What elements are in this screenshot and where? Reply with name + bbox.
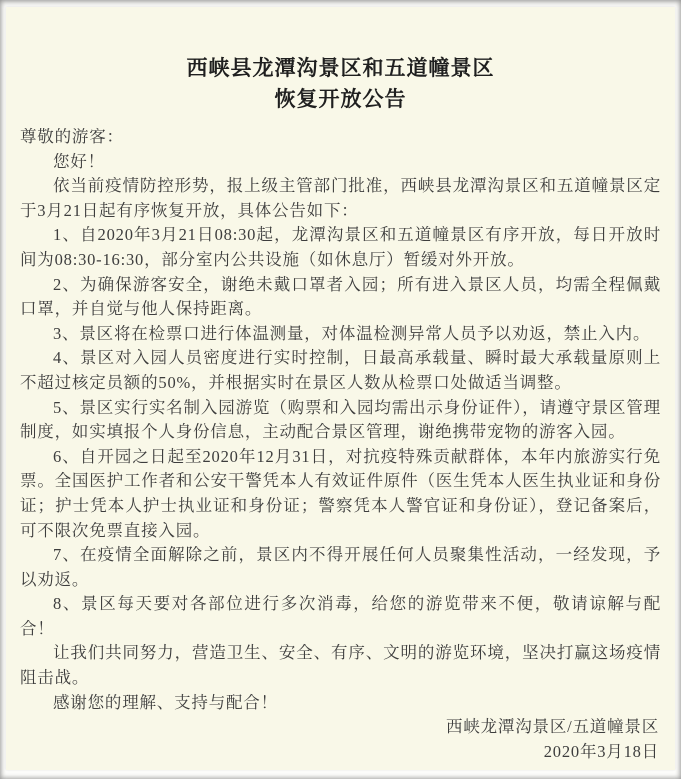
notice-paragraph-greeting: 您好！ <box>53 151 105 171</box>
notice-title-line2: 恢复开放公告 <box>274 88 407 111</box>
notice-page <box>6 7 675 770</box>
notice-body <box>20 125 661 764</box>
signature-date: 2020年3月18日 <box>543 741 659 761</box>
salutation: 尊敬的游客： <box>20 127 124 146</box>
signature-block <box>20 715 661 764</box>
notice-paragraph-intro: 依当前疫情防控形势，报上级主管部门批准，西峡县龙潭沟景区和五道幢景区定于3月21日起有序恢复开放，具体公告如下： <box>20 176 661 220</box>
notice-paragraph-item-4: 4、景区对入园人员密度进行实时控制，日最高承载量、瞬时最大承载量原则上不超过核定员额的50%，并根据实时在景区人数从检票口处做适当调整。 <box>20 348 661 392</box>
notice-paragraph-item-2: 2、为确保游客安全，谢绝未戴口罩者入园；所有进入景区人员，均需全程佩戴口罩，并自觉与他人保持距离。 <box>20 274 661 319</box>
notice-paragraph-item-5: 5、景区实行实名制入园游览（购票和入园均需出示身份证件），请遵守景区管理制度，如实填报个人身份信息，主动配合景区管理，谢绝携带宠物的游客入园。 <box>20 397 661 442</box>
notice-paragraph-item-8: 8、景区每天要对各部位进行多次消毒，给您的游览带来不便，敬请谅解与配合！ <box>20 594 661 638</box>
notice-paragraph-thanks: 感谢您的理解、支持与配合！ <box>53 692 278 712</box>
notice-title-line1: 西峡县龙潭沟景区和五道幢景区 <box>186 57 495 80</box>
notice-paragraph-item-1: 1、自2020年3月21日08:30起，龙潭沟景区和五道幢景区有序开放，每日开放时间为08:30-16:30，部分室内公共设施（如休息厅）暂缓对外开放。 <box>20 225 661 269</box>
notice-paragraph-item-7: 7、在疫情全面解除之前，景区内不得开展任何人员聚集性活动，一经发现，予以劝返。 <box>20 545 661 589</box>
notice-paragraph-item-6: 6、自开园之日起至2020年12月31日，对抗疫特殊贡献群体，本年内旅游实行免票。全国医护工作者和公安干警凭本人有效证件原件（医生凭本人医生执业证和身份证；护士凭本人护士执业证和身份证；警察凭本人警官证和身份证），登记备案后，可不限次免票直接入园。 <box>20 446 661 540</box>
notice-paragraph-item-3: 3、景区将在检票口进行体温测量，对体温检测异常人员予以劝返，禁止入内。 <box>53 323 651 343</box>
signature-org: 西峡龙潭沟景区/五道幢景区 <box>446 717 659 737</box>
notice-title <box>20 53 661 115</box>
notice-paragraph-closing: 让我们共同努力，营造卫生、安全、有序、文明的游览环境，坚决打赢这场疫情阻击战。 <box>20 643 661 688</box>
